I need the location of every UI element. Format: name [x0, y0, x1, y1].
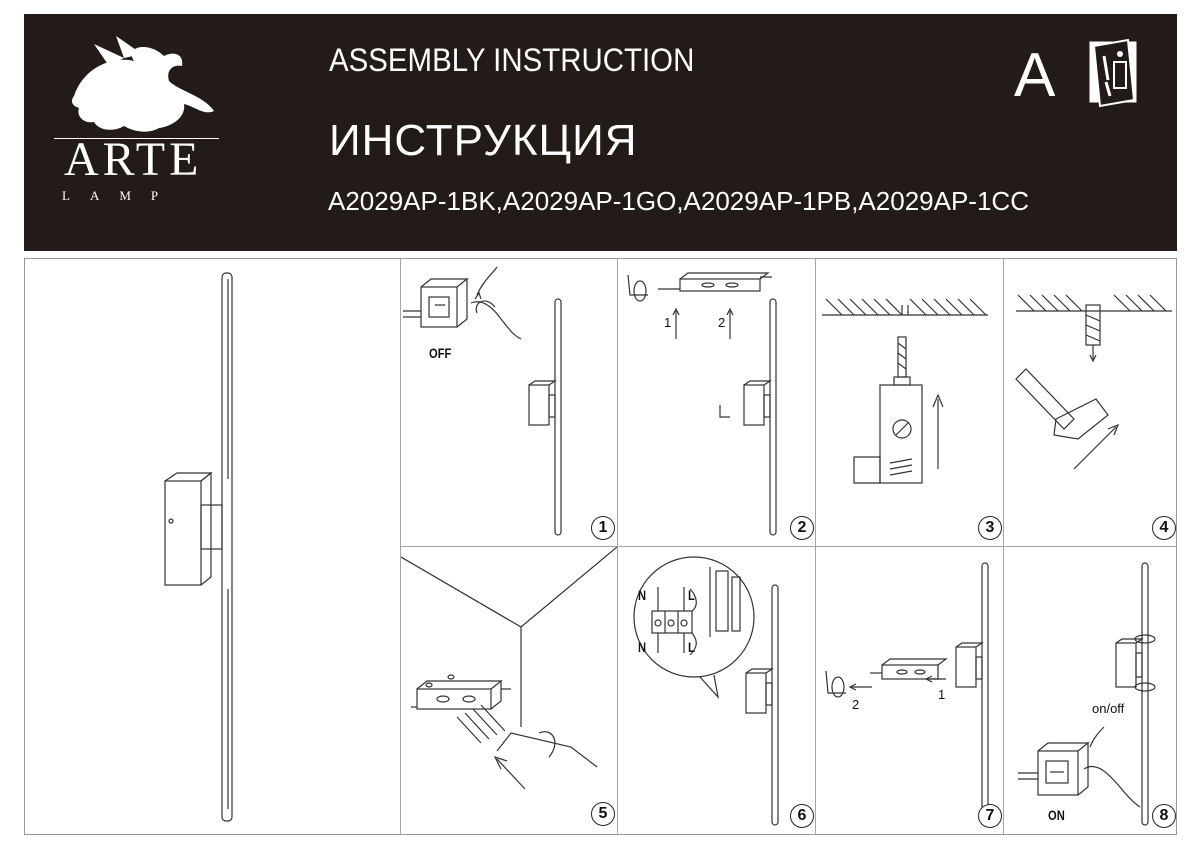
arrow-label: 1 [664, 315, 672, 330]
switch-on-drawing [1004, 547, 1177, 834]
arrow-label: 2 [852, 697, 860, 712]
step-4-panel [1004, 259, 1177, 546]
model-list: A2029AP-1BK,A2029AP-1GO,A2029AP-1PB,A2029AP-1CC [328, 186, 1029, 216]
instruction-letter: A [1014, 41, 1056, 110]
wire-label-l: L [688, 639, 695, 655]
drilling-drawing [816, 259, 1003, 546]
step-6-panel [618, 547, 815, 834]
step-number: 8 [1152, 804, 1176, 828]
step-number: 7 [978, 804, 1002, 828]
step-number: 4 [1152, 516, 1176, 540]
title-russian: ИНСТРУКЦИЯ [329, 116, 638, 165]
header-banner [24, 14, 1177, 251]
disassembly-drawing [618, 259, 815, 546]
step-3-panel [816, 259, 1003, 546]
wire-label-n: N [638, 587, 647, 603]
step-number: 6 [790, 804, 814, 828]
wiring-drawing [618, 547, 815, 834]
step-number: 2 [790, 516, 814, 540]
brand-name: ARTE [64, 133, 203, 186]
brand-subtitle: LAMP [62, 188, 179, 203]
step-1-panel [401, 259, 617, 546]
switch-off-drawing [401, 259, 617, 546]
on-off-label: on/off [1092, 701, 1125, 716]
lamp-overview-drawing [25, 259, 399, 834]
step-8-panel [1004, 547, 1177, 834]
lamp-attach-drawing [816, 547, 1003, 834]
on-label: ON [1048, 807, 1065, 823]
wire-label-n: N [638, 639, 647, 655]
off-label: OFF [429, 345, 452, 361]
manual-info-icon [1084, 36, 1144, 108]
wire-label-l: L [688, 587, 695, 603]
arrow-label: 2 [718, 315, 726, 330]
hammer-plug-drawing [1004, 259, 1177, 546]
step-number: 1 [591, 516, 615, 540]
step-5-panel [401, 547, 617, 834]
title-english: ASSEMBLY INSTRUCTION [329, 42, 695, 78]
step-number: 3 [978, 516, 1002, 540]
step-7-panel [816, 547, 1003, 834]
step-2-panel [618, 259, 815, 546]
step-number: 5 [591, 802, 615, 826]
bracket-mounting-drawing [401, 547, 617, 834]
arrow-label: 1 [938, 687, 946, 702]
